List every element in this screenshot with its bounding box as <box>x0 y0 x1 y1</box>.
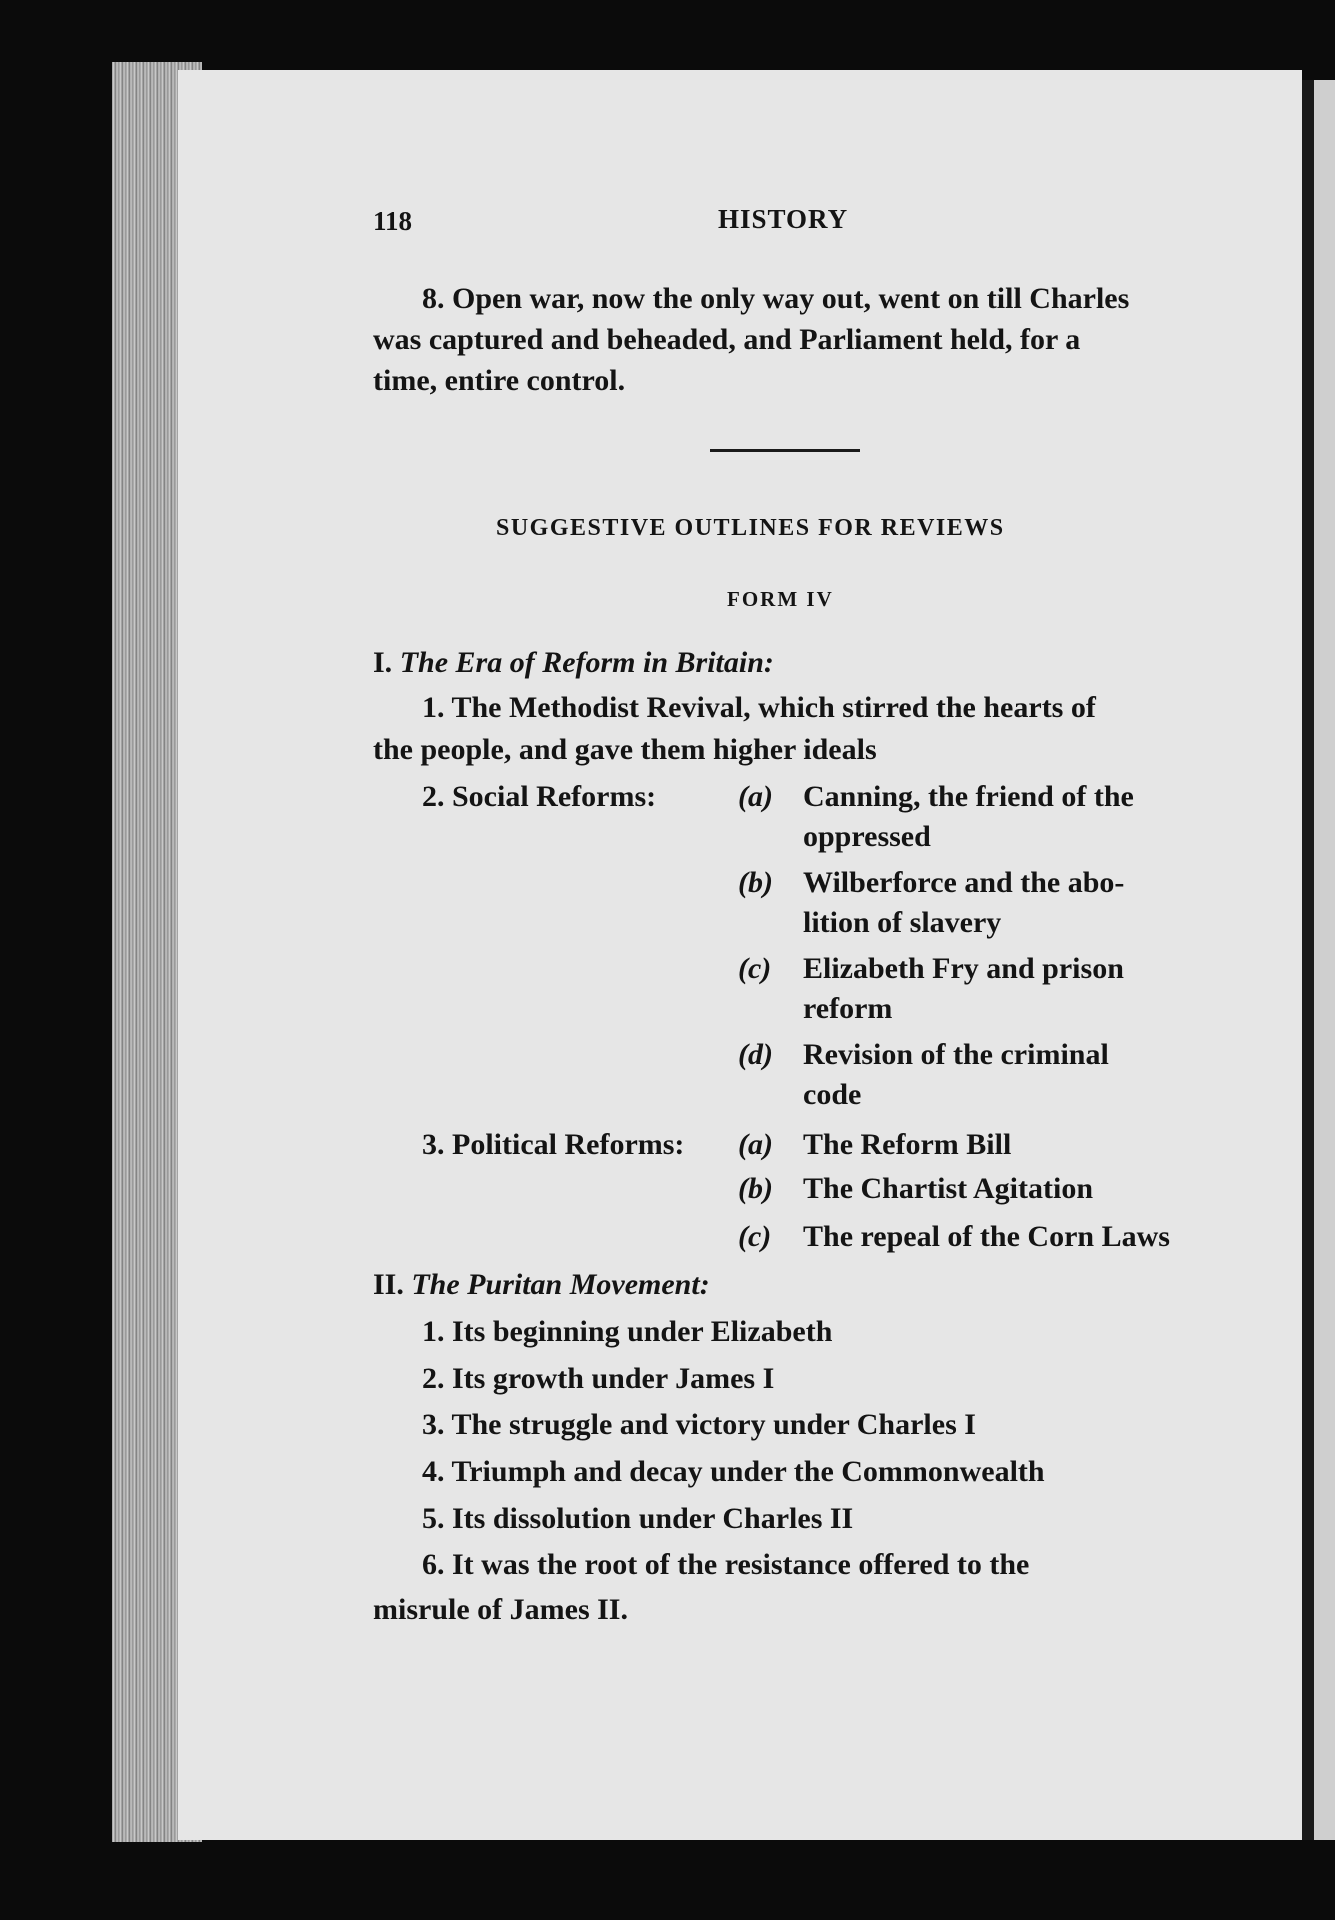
social-b-letter: (b) <box>738 866 773 899</box>
social-d-line2: code <box>803 1078 862 1111</box>
part2-heading-num: II. <box>373 1268 404 1301</box>
political-b-text: The Chartist Agitation <box>803 1172 1094 1205</box>
intro-line-2: was captured and beheaded, and Parliament held, for a <box>373 323 1081 356</box>
political-reforms-label: 3. Political Reforms: <box>422 1128 685 1161</box>
section-divider <box>710 449 860 452</box>
part2-item-2: 2. Its growth under James I <box>422 1362 775 1395</box>
social-c-line2: reform <box>803 992 893 1025</box>
part1-heading-text: The Era of Reform in Britain: <box>399 646 774 679</box>
social-a-line2: oppressed <box>803 820 931 853</box>
part1-heading-num: I. <box>373 646 393 679</box>
social-c-letter: (c) <box>738 952 772 985</box>
intro-line-1: 8. Open war, now the only way out, went on till Charles <box>422 282 1130 315</box>
social-a-letter: (a) <box>738 780 773 813</box>
part2-item-3: 3. The struggle and victory under Charles I <box>422 1408 976 1441</box>
political-c-text: The repeal of the Corn Laws <box>803 1220 1170 1253</box>
page-number: 118 <box>373 206 413 236</box>
running-title: HISTORY <box>718 204 849 234</box>
part1-heading <box>373 646 774 680</box>
next-page-edge <box>1314 80 1335 1840</box>
part2-heading <box>373 1268 710 1302</box>
part2-heading-text: The Puritan Movement: <box>411 1268 710 1301</box>
political-a-letter: (a) <box>738 1128 773 1161</box>
part2-item-4: 4. Triumph and decay under the Commonwealth <box>422 1455 1045 1488</box>
intro-line-3: time, entire control. <box>373 364 626 397</box>
section-title: SUGGESTIVE OUTLINES FOR REVIEWS <box>496 515 1005 541</box>
part2-item-5: 5. Its dissolution under Charles II <box>422 1502 854 1535</box>
form-label: FORM IV <box>727 587 834 611</box>
political-c-letter: (c) <box>738 1220 772 1253</box>
social-b-line2: lition of slavery <box>803 906 1002 939</box>
social-d-letter: (d) <box>738 1038 773 1071</box>
part2-item-6-line2: misrule of James II. <box>373 1593 628 1626</box>
part1-item1-line1: 1. The Methodist Revival, which stirred the hearts of <box>422 691 1096 724</box>
political-a-text: The Reform Bill <box>803 1128 1012 1161</box>
page-gutter-shadow <box>1302 80 1314 1840</box>
political-b-letter: (b) <box>738 1172 773 1205</box>
social-reforms-label: 2. Social Reforms: <box>422 780 657 813</box>
social-d-line1: Revision of the criminal <box>803 1038 1109 1071</box>
part2-item-1: 1. Its beginning under Elizabeth <box>422 1315 833 1348</box>
part2-item-6-line1: 6. It was the root of the resistance offered to the <box>422 1548 1030 1581</box>
social-b-line1: Wilberforce and the abo- <box>803 866 1125 899</box>
part1-item1-line2: the people, and gave them higher ideals <box>373 733 877 766</box>
social-a-line1: Canning, the friend of the <box>803 780 1134 813</box>
social-c-line1: Elizabeth Fry and prison <box>803 952 1124 985</box>
